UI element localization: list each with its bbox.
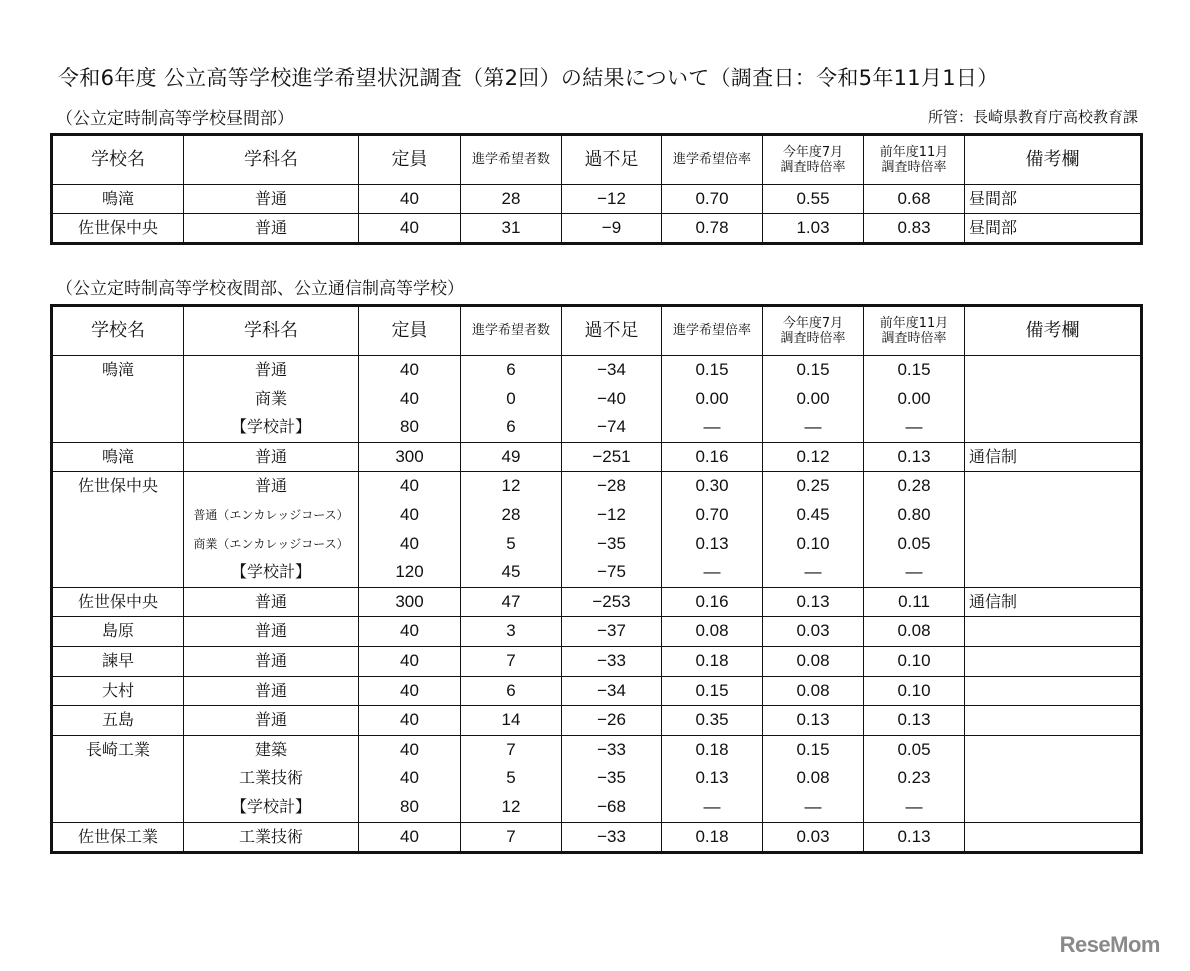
cell-ratio: 0.18 [662,822,763,853]
cell-prev-ratio: 0.83 [864,214,965,244]
cell-course: 普通 商業 【学校計】 [184,356,359,443]
cell-capacity: 40 [359,822,461,853]
daytime-table [50,133,1143,245]
cell-ratio: 0.18 [662,646,763,676]
cell-school: 大村 [52,676,184,706]
col-applicants: 進学希望者数 [461,135,562,185]
cell-july: 0.15 0.08 — [763,735,864,822]
cell-prev: 0.28 0.80 0.05 — [864,472,965,587]
cell-note: 昼間部 [965,185,1142,214]
col-notes: 備考欄 [965,135,1142,185]
cell-note [965,617,1142,647]
col-surplus: 過不足 [562,135,662,185]
cell-applicants: 14 [461,706,562,736]
cell-note: 通信制 [965,587,1142,617]
cell-surplus: −253 [562,587,662,617]
daytime-section-title: （公立定時制高等学校昼間部） [56,109,294,129]
cell-july: 0.08 [763,676,864,706]
table-header-row [52,306,1142,356]
cell-capacity: 40 [359,617,461,647]
cell-july: 0.13 [763,587,864,617]
col-july-ratio: 今年度7月 調査時倍率 [763,135,864,185]
cell-prev: 0.15 0.00 — [864,356,965,443]
cell-ratio: 0.70 [662,185,763,214]
cell-note [965,646,1142,676]
cell-school: 佐世保中央 [52,472,184,587]
cell-applicants: 6 [461,676,562,706]
cell-ratio: 0.15 [662,676,763,706]
school-group-row [52,646,1142,676]
cell-surplus: −28 −12 −35 −75 [562,472,662,587]
col-school: 学校名 [52,306,184,356]
table-row [52,185,1142,214]
cell-surplus: −33 −35 −68 [562,735,662,822]
school-group-row [52,822,1142,853]
cell-capacity: 40 [359,214,461,244]
col-surplus: 過不足 [562,306,662,356]
cell-applicants: 7 [461,646,562,676]
col-course: 学科名 [184,306,359,356]
cell-july: 0.12 [763,442,864,472]
cell-july-ratio: 0.55 [763,185,864,214]
cell-school: 佐世保工業 [52,822,184,853]
cell-prev: 0.05 0.23 — [864,735,965,822]
cell-ratio: 0.16 [662,587,763,617]
table-row [52,214,1142,244]
cell-school: 五島 [52,706,184,736]
col-july-ratio: 今年度7月 調査時倍率 [763,306,864,356]
cell-prev: 0.13 [864,706,965,736]
cell-surplus: −33 [562,646,662,676]
cell-school: 鳴滝 [52,185,184,214]
cell-july: 0.13 [763,706,864,736]
cell-school: 鳴滝 [52,356,184,443]
cell-prev: 0.13 [864,822,965,853]
cell-note: 通信制 [965,442,1142,472]
cell-school: 鳴滝 [52,442,184,472]
col-applicants: 進学希望者数 [461,306,562,356]
cell-capacity: 40 40 40 120 [359,472,461,587]
cell-july: 0.03 [763,822,864,853]
cell-capacity: 300 [359,442,461,472]
cell-applicants: 3 [461,617,562,647]
cell-ratio: 0.18 0.13 — [662,735,763,822]
cell-surplus: −9 [562,214,662,244]
cell-prev: 0.10 [864,646,965,676]
cell-course: 普通 普通（エンカレッジコース） 商業（エンカレッジコース） 【学校計】 [184,472,359,587]
cell-course: 普通 [184,706,359,736]
cell-note [965,735,1142,822]
cell-school: 佐世保中央 [52,214,184,244]
cell-ratio: 0.30 0.70 0.13 — [662,472,763,587]
cell-applicants: 6 0 6 [461,356,562,443]
cell-applicants: 7 [461,822,562,853]
school-group-row [52,676,1142,706]
cell-surplus: −26 [562,706,662,736]
cell-note [965,472,1142,587]
col-capacity: 定員 [359,306,461,356]
cell-prev-ratio: 0.68 [864,185,965,214]
cell-applicants: 49 [461,442,562,472]
cell-ratio: 0.78 [662,214,763,244]
cell-school: 佐世保中央 [52,587,184,617]
cell-course: 普通 [184,646,359,676]
cell-surplus: −12 [562,185,662,214]
cell-course: 普通 [184,587,359,617]
col-prev-ratio: 前年度11月 調査時倍率 [864,306,965,356]
cell-july: 0.25 0.45 0.10 — [763,472,864,587]
cell-july-ratio: 1.03 [763,214,864,244]
cell-note [965,356,1142,443]
col-prev-ratio: 前年度11月 調査時倍率 [864,135,965,185]
cell-capacity: 40 [359,646,461,676]
cell-capacity: 40 [359,676,461,706]
cell-capacity: 40 [359,706,461,736]
col-ratio: 進学希望倍率 [662,135,763,185]
cell-course: 普通 [184,442,359,472]
cell-course: 普通 [184,676,359,706]
cell-july: 0.15 0.00 — [763,356,864,443]
cell-capacity: 40 [359,185,461,214]
cell-capacity: 300 [359,587,461,617]
school-group-row [52,442,1142,472]
cell-applicants: 47 [461,587,562,617]
cell-prev: 0.13 [864,442,965,472]
cell-capacity: 40 40 80 [359,356,461,443]
cell-july: 0.03 [763,617,864,647]
department-label: 所管：長崎県教育庁高校教育課 [927,108,1138,126]
cell-ratio: 0.08 [662,617,763,647]
cell-surplus: −251 [562,442,662,472]
cell-school: 長崎工業 [52,735,184,822]
cell-note [965,822,1142,853]
cell-course: 普通 [184,185,359,214]
cell-surplus: −37 [562,617,662,647]
cell-course: 普通 [184,214,359,244]
cell-prev: 0.11 [864,587,965,617]
cell-july: 0.08 [763,646,864,676]
cell-course: 建築 工業技術 【学校計】 [184,735,359,822]
school-group-row [52,587,1142,617]
cell-surplus: −34 [562,676,662,706]
cell-course: 普通 [184,617,359,647]
cell-prev: 0.08 [864,617,965,647]
night-correspondence-table [50,304,1143,854]
cell-school: 諫早 [52,646,184,676]
cell-applicants: 7 5 12 [461,735,562,822]
cell-applicants: 28 [461,185,562,214]
cell-note [965,706,1142,736]
table-header-row [52,135,1142,185]
cell-school: 島原 [52,617,184,647]
cell-note [965,676,1142,706]
cell-ratio: 0.16 [662,442,763,472]
col-school: 学校名 [52,135,184,185]
cell-ratio: 0.15 0.00 — [662,356,763,443]
school-group-row [52,735,1142,822]
school-group-row [52,356,1142,443]
col-notes: 備考欄 [965,306,1142,356]
cell-applicants: 12 28 5 45 [461,472,562,587]
cell-course: 工業技術 [184,822,359,853]
cell-ratio: 0.35 [662,706,763,736]
page-title: 令和6年度 公立高等学校進学希望状況調査（第2回）の結果について（調査日：令和5年11月1日） [58,66,999,90]
school-group-row [52,617,1142,647]
night-section-title: （公立定時制高等学校夜間部、公立通信制高等学校） [56,279,464,299]
resemom-logo: ReseMom [1059,932,1160,957]
cell-prev: 0.10 [864,676,965,706]
cell-capacity: 40 40 80 [359,735,461,822]
col-ratio: 進学希望倍率 [662,306,763,356]
col-course: 学科名 [184,135,359,185]
school-group-row [52,472,1142,587]
cell-surplus: −34 −40 −74 [562,356,662,443]
school-group-row [52,706,1142,736]
cell-surplus: −33 [562,822,662,853]
cell-note: 昼間部 [965,214,1142,244]
col-capacity: 定員 [359,135,461,185]
cell-applicants: 31 [461,214,562,244]
